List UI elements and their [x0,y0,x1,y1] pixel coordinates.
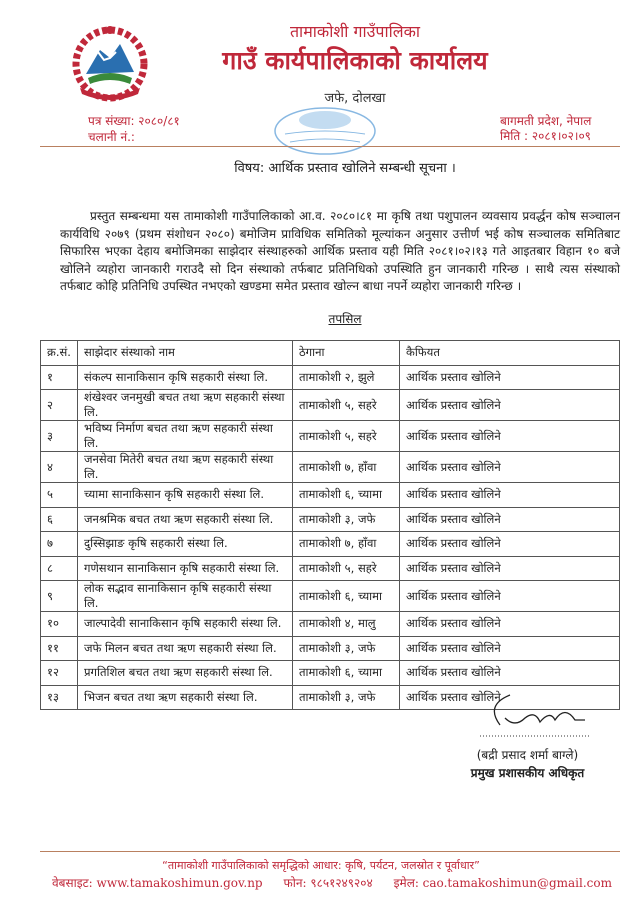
cell-remarks: आर्थिक प्रस्ताव खोलिने [400,661,620,686]
partner-organizations-table [40,340,620,710]
cell-address: तामाकोशी ३, जफे [293,507,400,532]
cell-name: जफे मिलन बचत तथा ऋण सहकारी संस्था लि. [78,636,293,661]
table-row [41,452,620,483]
cell-remarks: आर्थिक प्रस्ताव खोलिने [400,685,620,710]
cell-name: भविष्य निर्माण बचत तथा ऋण सहकारी संस्था लि. [78,421,293,452]
province: बागमती प्रदेश, नेपाल [500,114,592,128]
cell-address: तामाकोशी ५, सहरे [293,390,400,421]
table-row [41,421,620,452]
cell-name: भिजन बचत तथा ऋण सहकारी संस्था लि. [78,685,293,710]
table-header-row [41,341,620,366]
cell-name: शंखेश्वर जनमुखी बचत तथा ऋण सहकारी संस्था लि. [78,390,293,421]
subject-line: विषय: आर्थिक प्रस्ताव खोलिने सम्बन्धी सूचना । [234,161,456,176]
dispatch-number: चलानी नं.: [88,130,135,144]
cell-address: तामाकोशी ७, हाँवा [293,532,400,557]
cell-name: जनसेवा मितेरी बचत तथा ऋण सहकारी संस्था लि. [78,452,293,483]
notice-body: प्रस्तुत सम्बन्धमा यस तामाकोशी गाउँपालिकाको आ.व. २०८०।८१ मा कृषि तथा पशुपालन व्यवसाय प्रवर्द्धन कोष सञ्चालन कार्यविधि २०७९ (प्रथम संशोधन २०८०) बमोजिम प्राविधिक समितिको मूल्यांकन अनुसार उत्तीर्ण भई कोष सञ्चालक समितिबाट सिफारिस भएका देहाय बमोजिमका साझेदार संस्थाहरुको आर्थिक प्रस्ताव यही मिति २०८१।०२।१३ गते आइतबार विहान १० बजे खोलिने व्यहोरा जानकारी गराउदै सो दिन संस्थाको तर्फबाट प्रतिनिधिको उपस्थिति हुन जानकारी गरिन्छ । साथै त्यस संस्थाको तर्फबाट कोहि प्रतिनिधि उपस्थित नभएको खण्डमा समेत प्रस्ताव खोल्न बाधा नपर्ने व्यहोरा जानकारी गरिन्छ । [60,209,620,293]
cell-remarks: आर्थिक प्रस्ताव खोलिने [400,390,620,421]
cell-address: तामाकोशी ६, च्यामा [293,581,400,612]
cell-address: तामाकोशी ४, मालु [293,612,400,637]
col-remarks: कैफियत [400,341,620,366]
cell-address: तामाकोशी ६, च्यामा [293,483,400,508]
table-row [41,390,620,421]
municipality-name: तामाकोशी गाउँपालिका [289,22,421,41]
signatory-title: प्रमुख प्रशासकीय अधिकृत [470,766,585,780]
cell-serial: ३ [41,421,78,452]
footer-contact [52,874,612,891]
table-row [41,483,620,508]
cell-address: तामाकोशी ५, सहरे [293,556,400,581]
table-row [41,581,620,612]
cell-address: तामाकोशी ३, जफे [293,685,400,710]
col-serial: क्र.सं. [41,341,78,366]
cell-address: तामाकोशी ६, च्यामा [293,661,400,686]
table-row [41,612,620,637]
schedule-heading: तपसिल [328,312,362,326]
col-address: ठेगाना [293,341,400,366]
email-link[interactable]: इमेल: cao.tamakoshimun@gmail.com [393,876,612,890]
office-location: जफे, दोलखा [324,91,386,106]
cell-serial: ५ [41,483,78,508]
cell-name: जनश्रमिक बचत तथा ऋण सहकारी संस्था लि. [78,507,293,532]
cell-serial: १२ [41,661,78,686]
cell-remarks: आर्थिक प्रस्ताव खोलिने [400,483,620,508]
cell-name: दुस्सिझाङ कृषि सहकारी संस्था लि. [78,532,293,557]
cell-serial: २ [41,390,78,421]
cell-address: तामाकोशी ३, जफे [293,636,400,661]
cell-remarks: आर्थिक प्रस्ताव खोलिने [400,421,620,452]
cell-name: च्यामा सानाकिसान कृषि सहकारी संस्था लि. [78,483,293,508]
cell-serial: ६ [41,507,78,532]
footer-divider [40,851,620,852]
footer-motto: “तामाकोशी गाउँपालिकाको समृद्धिको आधार: कृषि, पर्यटन, जलस्रोत र पूर्वाधार” [162,859,480,872]
cell-remarks: आर्थिक प्रस्ताव खोलिने [400,612,620,637]
col-name: साझेदार संस्थाको नाम [78,341,293,366]
letter-date: मिति : २०८१।०२।०९ [500,129,591,143]
table-row [41,556,620,581]
table-row [41,507,620,532]
office-stamp [270,106,380,156]
table-row [41,365,620,390]
letter-number: पत्र संख्या: २०८०/८१ [88,114,180,128]
cell-name: जाल्पादेवी सानाकिसान कृषि सहकारी संस्था लि. [78,612,293,637]
cell-serial: ७ [41,532,78,557]
table-row [41,661,620,686]
cell-name: गणेसथान सानाकिसान कृषि सहकारी संस्था लि. [78,556,293,581]
cell-remarks: आर्थिक प्रस्ताव खोलिने [400,581,620,612]
cell-serial: ११ [41,636,78,661]
cell-serial: १ [41,365,78,390]
website-link[interactable]: वेबसाइट: www.tamakoshimun.gov.np [52,876,263,890]
table-row [41,532,620,557]
cell-address: तामाकोशी ७, हाँवा [293,452,400,483]
cell-address: तामाकोशी ५, सहरे [293,421,400,452]
table-row [41,636,620,661]
cell-serial: १३ [41,685,78,710]
cell-remarks: आर्थिक प्रस्ताव खोलिने [400,452,620,483]
cell-remarks: आर्थिक प्रस्ताव खोलिने [400,507,620,532]
phone-number: फोन: ९८५१२४९२०४ [283,876,373,890]
cell-remarks: आर्थिक प्रस्ताव खोलिने [400,636,620,661]
cell-name: लोक सद्भाव सानाकिसान कृषि सहकारी संस्था लि. [78,581,293,612]
signatory-name: (बद्री प्रसाद शर्मा बाग्ले) [476,748,579,762]
cell-remarks: आर्थिक प्रस्ताव खोलिने [400,556,620,581]
cell-serial: ४ [41,452,78,483]
cell-serial: ९ [41,581,78,612]
cell-name: संकल्प सानाकिसान कृषि सहकारी संस्था लि. [78,365,293,390]
cell-remarks: आर्थिक प्रस्ताव खोलिने [400,532,620,557]
signature [480,690,590,740]
office-title: गाउँ कार्यपालिकाको कार्यालय [222,46,488,75]
cell-serial: ८ [41,556,78,581]
cell-remarks: आर्थिक प्रस्ताव खोलिने [400,365,620,390]
cell-name: प्रगतिशिल बचत तथा ऋण सहकारी संस्था लि. [78,661,293,686]
cell-serial: १० [41,612,78,637]
cell-address: तामाकोशी २, झुले [293,365,400,390]
header-divider [40,146,620,147]
